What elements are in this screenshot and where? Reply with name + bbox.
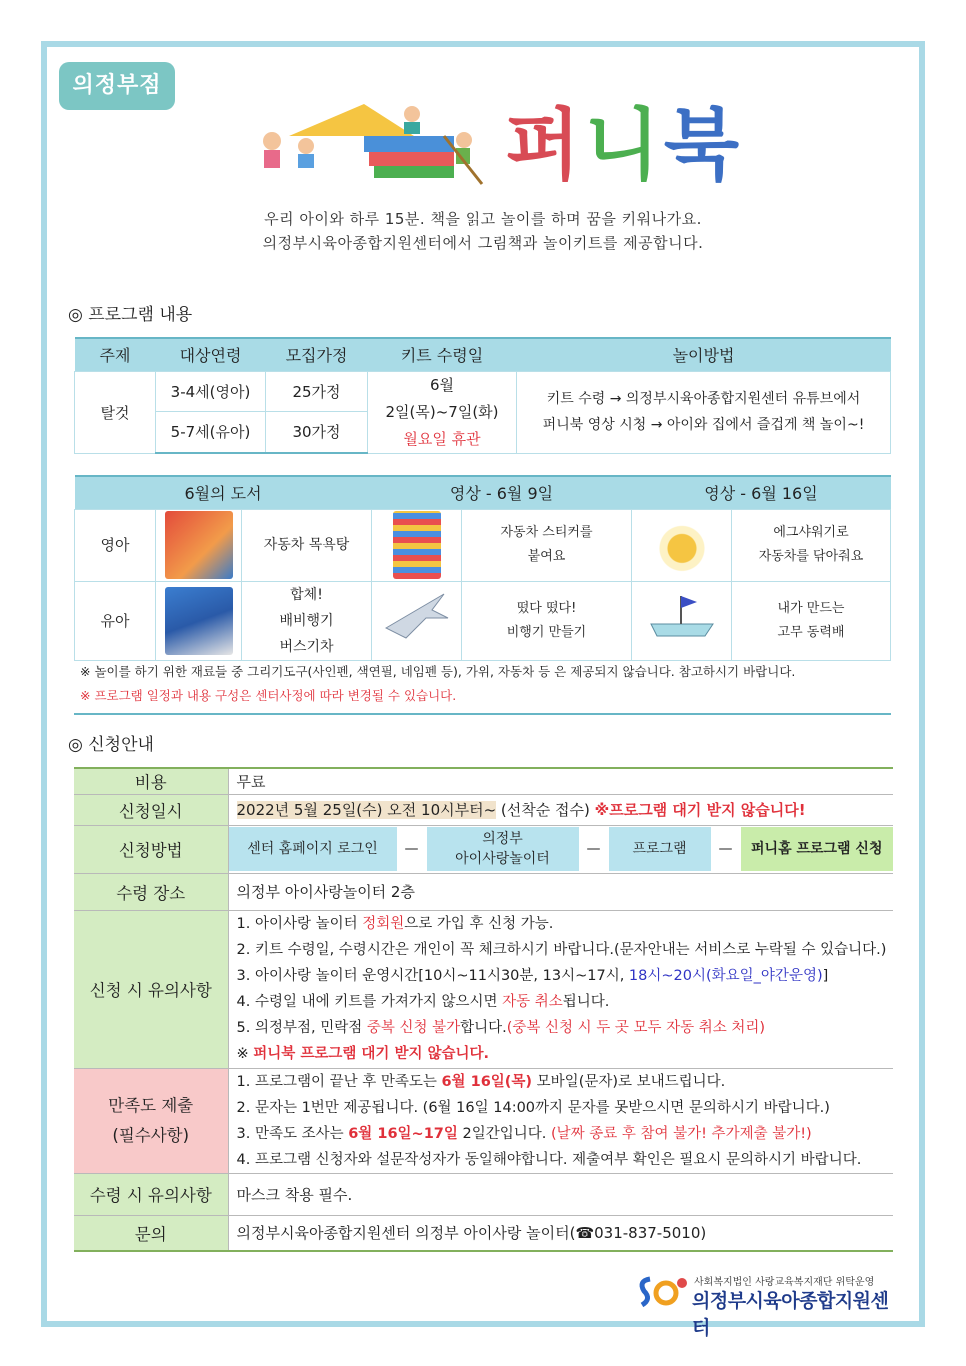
section-program-heading: ◎ 프로그램 내용 <box>68 305 193 325</box>
caution-2: 2. 키트 수령일, 수령시간은 개인이 꼭 체크하시기 바랍니다.(문자안내는 서비스로 누락될 수 있습니다.) <box>236 942 887 958</box>
survey-3 <box>237 1121 894 1147</box>
book-2-line-2: 배비행기 <box>279 612 334 629</box>
divider <box>74 713 891 715</box>
caution-header: 신청 시 유의사항 <box>74 910 228 1068</box>
count-cell-1: 25가정 <box>266 371 368 411</box>
hero-illustration <box>254 96 486 186</box>
text-span: 화요일_야간운영 <box>711 968 817 984</box>
plane-icon <box>382 588 452 644</box>
col-video-1: 영상 - 6월 9일 <box>372 476 632 509</box>
video-text-1 <box>462 509 632 581</box>
book-2-line-1: 합체! <box>290 586 323 603</box>
section-apply-heading: ◎ 신청안내 <box>68 735 154 755</box>
text-span: 합니다. <box>460 1020 507 1036</box>
date-note: 월요일 휴관 <box>403 429 481 448</box>
step-program: 프로그램 <box>609 827 711 871</box>
text-span: 2일간입니다. <box>457 1125 551 1142</box>
text-span: 3. 아이사랑 놀이터 운영시간[10시~11시30분, 13시~17시, <box>236 968 629 984</box>
text-span: 3. 만족도 조사는 <box>236 1125 349 1142</box>
count-cell-2: 30가정 <box>266 411 368 453</box>
survey-header <box>74 1068 228 1173</box>
age-cell-2: 5-7세(유아) <box>156 411 266 453</box>
date-range: 2일(목)~7일(화) <box>385 402 499 421</box>
video-3-line-2: 비행기 만들기 <box>506 624 587 640</box>
text-span: 4. 수령일 내에 키트를 가져가지 않으시면 <box>236 994 503 1010</box>
intro-line-1: 우리 아이와 하루 15분. 책을 읽고 놀이를 하며 꿈을 키워나가요. <box>264 210 702 228</box>
date-value <box>228 794 893 825</box>
apply-table <box>74 767 893 1252</box>
book-title-2 <box>242 581 372 660</box>
step-2-line-2: 아이사랑놀이터 <box>455 851 550 867</box>
receive-header: 수령 시 유의사항 <box>74 1173 228 1215</box>
age-cell-1: 3-4세(영아) <box>156 371 266 411</box>
step-register: 퍼니홈 프로그램 신청 <box>741 827 894 871</box>
title-char-2: 니 <box>584 101 664 191</box>
col-books: 6월의 도서 <box>75 476 372 509</box>
cost-header: 비용 <box>74 768 228 794</box>
receive-value: 마스크 착용 필수. <box>228 1173 893 1215</box>
caution-1 <box>237 911 894 937</box>
method-line-2: 퍼니북 영상 시청 → 아이와 집에서 즐겁게 책 놀이~! <box>542 417 865 433</box>
boat-icon <box>647 588 717 644</box>
video-text-4 <box>732 581 891 660</box>
survey-header-line-2: (필수사항) <box>112 1125 190 1145</box>
row-label-child: 유아 <box>75 581 156 660</box>
video-text-3 <box>462 581 632 660</box>
text-span: 모바일(문자)로 보내드립니다. <box>532 1073 726 1090</box>
date-warning: ※프로그램 대기 받지 않습니다! <box>594 801 806 819</box>
logo-mark-icon <box>636 1271 690 1311</box>
branch-badge: 의정부점 <box>59 62 175 110</box>
text-span: 18시~20시( <box>628 968 712 984</box>
video-1-line-2: 붙여요 <box>527 549 566 564</box>
video-4-line-1: 내가 만드는 <box>777 600 845 616</box>
video-image-3 <box>372 581 462 660</box>
book-title-1: 자동차 목욕탕 <box>242 509 372 581</box>
step-2-line-1: 의정부 <box>482 831 523 847</box>
text-span: 자동 취소 <box>502 994 563 1010</box>
caution-4 <box>237 989 894 1015</box>
center-logo <box>636 1271 896 1339</box>
text-span: 6월 16일~17일 <box>348 1125 458 1142</box>
intro-text <box>0 207 966 255</box>
text-span: ※ <box>236 1046 254 1062</box>
notes <box>80 660 795 708</box>
col-count: 모집가정 <box>266 338 368 371</box>
text-span: 중복 신청 불가 <box>366 1020 461 1036</box>
date-header: 신청일시 <box>74 794 228 825</box>
books-table <box>74 475 891 661</box>
step-arrow-1: — <box>404 841 419 857</box>
contact-header: 문의 <box>74 1215 228 1251</box>
caution-5 <box>237 1015 894 1041</box>
program-table <box>74 337 891 454</box>
book-cover-1 <box>156 509 242 581</box>
date-cell <box>368 371 517 453</box>
place-header: 수령 장소 <box>74 873 228 910</box>
title-char-3: 북 <box>663 101 744 191</box>
theme-cell: 탈것 <box>75 371 156 453</box>
text-span: (날짜 종료 후 참여 불가! 추가제출 불가!) <box>550 1125 812 1142</box>
method-header: 신청방법 <box>74 825 228 873</box>
method-line-1: 키트 수령 → 의정부시육아종합지원센터 유튜브에서 <box>546 391 861 407</box>
step-playground <box>427 827 579 871</box>
col-date: 키트 수령일 <box>368 338 517 371</box>
step-arrow-2: — <box>586 841 601 857</box>
video-1-line-1: 자동차 스티커를 <box>500 525 593 540</box>
note-2: ※ 프로그램 일정과 내용 구성은 센터사정에 따라 변경될 수 있습니다. <box>80 688 457 703</box>
survey-list <box>228 1068 893 1173</box>
survey-4: 4. 프로그램 신청자와 설문작성자가 동일해야합니다. 제출여부 확인은 필요시 문의하시기 바랍니다. <box>236 1151 862 1168</box>
page-title <box>505 96 743 196</box>
text-span: 됩니다. <box>562 994 610 1010</box>
text-span: ) <box>816 968 823 984</box>
date-month: 6월 <box>429 375 455 394</box>
survey-header-line-1: 만족도 제출 <box>108 1095 194 1115</box>
text-span: ] <box>822 968 829 984</box>
survey-2: 2. 문자는 1번만 제공됩니다. (6월 16일 14:00까지 문자를 못받으시면 문의하시기 바랍니다.) <box>236 1099 830 1116</box>
row-label-infant: 영아 <box>75 509 156 581</box>
video-2-line-1: 에그샤워기로 <box>773 525 849 540</box>
title-char-1: 퍼 <box>505 101 585 191</box>
text-span: 으로 가입 후 신청 가능. <box>404 916 554 932</box>
logo-name: 의정부시육아종합지원센터 <box>692 1290 889 1339</box>
col-video-2: 영상 - 6월 16일 <box>632 476 891 509</box>
note-1: ※ 놀이를 하기 위한 재료들 중 그리기도구(사인펜, 색연필, 네임펜 등), 가위, 자동차 등 은 제공되지 않습니다. 참고하시기 바랍니다. <box>80 664 796 679</box>
text-span: 정회원 <box>362 916 405 932</box>
caution-3 <box>237 963 894 989</box>
step-login: 센터 홈페이지 로그인 <box>229 827 397 871</box>
col-method: 놀이방법 <box>517 338 891 371</box>
video-4-line-2: 고무 동력배 <box>777 624 845 640</box>
col-theme: 주제 <box>75 338 156 371</box>
survey-1 <box>237 1069 894 1095</box>
logo-subtitle: 사회복지법인 사랑교육복지재단 위탁운영 <box>694 1277 875 1288</box>
text-span: 퍼니북 프로그램 대기 받지 않습니다. <box>253 1046 490 1062</box>
method-cell <box>517 371 891 453</box>
step-arrow-3: — <box>718 841 733 857</box>
contact-value: 의정부시육아종합지원센터 의정부 아이사랑 놀이터(☎031-837-5010) <box>228 1215 893 1251</box>
intro-line-2: 의정부시육아종합지원센터에서 그림책과 놀이키트를 제공합니다. <box>262 234 704 252</box>
video-image-4 <box>632 581 732 660</box>
video-2-line-2: 자동차를 닦아줘요 <box>758 549 864 564</box>
caution-list <box>228 910 893 1068</box>
video-image-1 <box>372 509 462 581</box>
book-cover-2 <box>156 581 242 660</box>
method-steps <box>228 825 893 873</box>
place-value: 의정부 아이사랑놀이터 2층 <box>228 873 893 910</box>
text-span: 5. 의정부점, 민락점 <box>236 1020 367 1036</box>
text-span: 1. 아이사랑 놀이터 <box>236 916 363 932</box>
cost-value: 무료 <box>228 768 893 794</box>
video-text-2 <box>732 509 891 581</box>
video-3-line-1: 떴다 떴다! <box>516 600 577 616</box>
date-start: 2022년 5월 25일(수) 오전 10시부터~ <box>236 801 497 819</box>
text-span: 1. 프로그램이 끝난 후 만족도는 <box>236 1073 442 1090</box>
col-age: 대상연령 <box>156 338 266 371</box>
text-span: (중복 신청 시 두 곳 모두 자동 취소 처리) <box>506 1020 766 1036</box>
caution-6 <box>237 1041 894 1067</box>
date-first-come: (선착순 접수) <box>496 801 595 819</box>
book-2-line-3: 버스기차 <box>279 638 334 655</box>
video-image-2 <box>632 509 732 581</box>
text-span: 6월 16일(목) <box>441 1073 533 1090</box>
